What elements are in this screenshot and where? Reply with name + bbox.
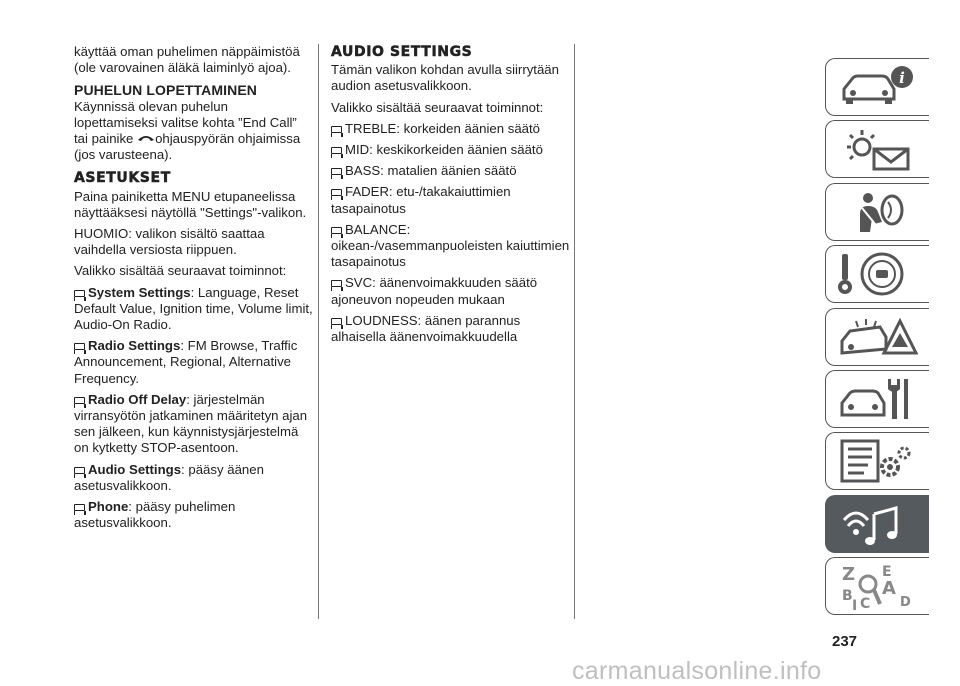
svg-text:Z: Z bbox=[842, 564, 856, 586]
audio-settings-list bbox=[331, 121, 571, 345]
puhelun-text bbox=[74, 99, 314, 164]
list-item bbox=[331, 313, 571, 345]
svg-text:C: C bbox=[860, 596, 871, 613]
list-item bbox=[331, 142, 571, 158]
svg-text:E: E bbox=[882, 564, 892, 581]
list-item-desc: : järjestelmän virransyötön jatkaminen määritetyn ajan sen jälkeen, kun käynnistysjärjestelmä on kytketty STOP-asentoon. bbox=[74, 391, 308, 456]
list-item-name: System Settings bbox=[88, 284, 191, 300]
multimedia-icon bbox=[838, 500, 918, 550]
bullet-icon bbox=[331, 227, 342, 234]
column-left bbox=[74, 44, 314, 536]
airbag-seatbelt-icon bbox=[838, 188, 918, 238]
list-item-name: Phone bbox=[88, 499, 129, 515]
puhelun-lopettaminen-heading: PUHELUN LOPETTAMINEN bbox=[74, 82, 257, 99]
bullet-icon bbox=[331, 168, 342, 175]
asetukset-paragraph-3: Valikko sisältää seuraavat toiminnot: bbox=[74, 263, 287, 279]
audio-settings-heading: AUDIO SETTINGS bbox=[331, 44, 473, 60]
list-item bbox=[331, 275, 571, 307]
tab-technical-data[interactable] bbox=[825, 432, 929, 490]
column-right bbox=[331, 44, 571, 350]
bullet-icon bbox=[331, 126, 342, 133]
asetukset-paragraph-1: Paina painiketta MENU etupaneelissa näyttääksesi näytöllä "Settings"-valikon. bbox=[74, 188, 307, 220]
list-item-desc: : Language, Reset Default Value, Ignition time, Volume limit, Audio-On Radio. bbox=[74, 284, 313, 333]
page-number: 237 bbox=[832, 633, 858, 650]
index-az-icon bbox=[838, 562, 918, 612]
list-item-name: Radio Settings bbox=[88, 338, 181, 354]
warning-light-message-icon bbox=[838, 125, 918, 175]
list-item bbox=[331, 121, 571, 137]
watermark: carmanualsonline.info bbox=[572, 657, 822, 685]
list-item-desc: : pääsy äänen asetusvalikkoon. bbox=[74, 461, 264, 493]
settings-list bbox=[74, 285, 314, 532]
tab-index[interactable] bbox=[825, 557, 929, 615]
list-item-name: Radio Off Delay bbox=[88, 391, 187, 407]
list-item-text: MID: keskikorkeiden äänien säätö bbox=[345, 142, 543, 158]
svg-text:B: B bbox=[842, 588, 853, 605]
list-item-desc: : FM Browse, Traffic Announcement, Regional, Alternative Frequency. bbox=[74, 338, 298, 386]
tab-warning-lights[interactable] bbox=[825, 120, 929, 178]
key-steering-wheel-icon bbox=[838, 250, 918, 300]
audio-paragraph-1: Tämän valikon kohdan avulla siirrytään audion asetusvalikkoon. bbox=[331, 62, 559, 94]
list-item bbox=[74, 338, 314, 387]
svg-text:i: i bbox=[899, 69, 905, 87]
tab-starting-driving[interactable] bbox=[825, 245, 929, 303]
column-divider bbox=[318, 44, 319, 619]
bullet-icon bbox=[331, 280, 342, 287]
list-item-text: LOUDNESS: äänen parannus alhaisella äänenvoimakkuudella bbox=[331, 312, 521, 345]
end-call-icon bbox=[137, 134, 155, 142]
list-item bbox=[74, 392, 314, 457]
chapter-tabs bbox=[825, 58, 931, 620]
tab-emergency[interactable] bbox=[825, 308, 929, 366]
bullet-icon bbox=[331, 318, 342, 325]
bullet-icon bbox=[74, 290, 85, 297]
list-item bbox=[331, 184, 571, 216]
list-item-name: Audio Settings bbox=[88, 461, 182, 477]
bullet-icon bbox=[331, 189, 342, 196]
list-item-desc: : pääsy puhelimen asetusvalikkoon. bbox=[74, 499, 236, 531]
bullet-icon bbox=[74, 467, 85, 474]
asetukset-heading: ASETUKSET bbox=[74, 170, 171, 187]
bullet-icon bbox=[74, 397, 85, 404]
bullet-icon bbox=[74, 343, 85, 350]
list-item bbox=[74, 462, 314, 494]
technical-data-icon bbox=[838, 437, 918, 487]
asetukset-paragraph-2: HUOMIO: valikon sisältö saattaa vaihdella versiosta riippuen. bbox=[74, 226, 265, 258]
list-item-text: BASS: matalien äänien säätö bbox=[345, 163, 517, 179]
list-item bbox=[74, 285, 314, 334]
puhelun-text-2: ohjauspyörän ohjaimissa (jos varusteena). bbox=[74, 131, 301, 163]
svg-text:A: A bbox=[882, 578, 896, 600]
list-item-text: BALANCE: oikean-/vasemmanpuoleisten kaiuttimien tasapainotus bbox=[331, 221, 570, 270]
car-info-icon bbox=[838, 63, 918, 113]
list-item-text: FADER: etu-/takakaiuttimien tasapainotus bbox=[331, 184, 511, 216]
tab-safety[interactable] bbox=[825, 183, 929, 241]
list-item-text: SVC: äänenvoimakkuuden säätö ajoneuvon nopeuden mukaan bbox=[331, 275, 538, 307]
list-item bbox=[331, 222, 571, 271]
svg-text:D: D bbox=[900, 595, 911, 611]
list-item-text: TREBLE: korkeiden äänien säätö bbox=[345, 120, 540, 136]
bullet-icon bbox=[331, 147, 342, 154]
tab-multimedia[interactable] bbox=[825, 495, 929, 553]
svg-text:I: I bbox=[852, 598, 858, 613]
bullet-icon bbox=[74, 504, 85, 511]
tab-maintenance[interactable] bbox=[825, 370, 929, 428]
audio-paragraph-2: Valikko sisältää seuraavat toiminnot: bbox=[331, 99, 544, 115]
list-item bbox=[74, 499, 314, 531]
tab-car-info[interactable] bbox=[825, 58, 929, 116]
car-maintenance-icon bbox=[838, 375, 918, 425]
list-item bbox=[331, 163, 571, 179]
intro-text: käyttää oman puhelimen näppäimistöä (ole varovainen äläkä laiminlyö ajoa). bbox=[74, 44, 300, 76]
column-divider bbox=[574, 44, 575, 619]
car-emergency-icon bbox=[838, 313, 918, 363]
puhelun-text-1: Käynnissä olevan puhelun lopettamiseksi valitse kohta ”End Call” tai painike bbox=[74, 98, 297, 147]
